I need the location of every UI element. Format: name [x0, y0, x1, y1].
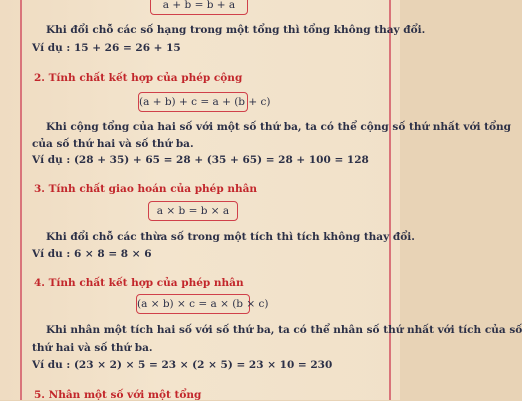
formula-box-commutative-addition: a + b = b + a [150, 0, 248, 15]
rule-text-associative-addition-line2: của số thứ hai và số thứ ba. [32, 138, 194, 150]
formula-box-commutative-multiplication: a × b = b × a [148, 201, 238, 221]
example-associative-multiplication: Ví du : (23 × 2) × 5 = 23 × (2 × 5) = 23 × 10 = 230 [32, 359, 333, 371]
formula-box-associative-multiplication: (a × b) × c = a × (b × c) [136, 294, 250, 314]
example-commutative-addition: Ví dụ : 15 + 26 = 26 + 15 [32, 42, 181, 54]
heading-associative-addition: 2. Tính chất kết hợp của phép cộng [34, 72, 243, 84]
heading-commutative-multiplication: 3. Tính chất giao hoán của phép nhân [34, 183, 258, 195]
rule-text-associative-multiplication-line2: thứ hai và số thứ ba. [32, 342, 153, 354]
right-margin-line [389, 0, 391, 400]
left-margin-line [20, 0, 22, 400]
rule-text-commutative-multiplication: Khi đổi chỗ các thừa số trong một tích thì tích không thay đổi. [46, 231, 415, 243]
rule-text-associative-multiplication-line1: Khi nhân một tích hai số với số thứ ba, ta có thể nhân số thứ nhất với tích của số [46, 324, 522, 336]
example-associative-addition: Ví dụ : (28 + 35) + 65 = 28 + (35 + 65) = 28 + 100 = 128 [32, 154, 369, 166]
heading-associative-multiplication: 4. Tính chất kết hợp của phép nhân [34, 277, 244, 289]
formula-box-associative-addition: (a + b) + c = a + (b + c) [138, 92, 248, 112]
rule-text-associative-addition-line1: Khi cộng tổng của hai số với một số thứ ba, ta có thể cộng số thứ nhất với tổng [46, 121, 511, 133]
heading-multiply-number-by-sum: 5. Nhân một số với một tổng [34, 389, 202, 401]
example-commutative-multiplication: Ví du : 6 × 8 = 8 × 6 [32, 248, 152, 260]
rule-text-commutative-addition: Khi đổi chỗ các số hạng trong một tổng thì tổng không thay đổi. [46, 24, 426, 36]
